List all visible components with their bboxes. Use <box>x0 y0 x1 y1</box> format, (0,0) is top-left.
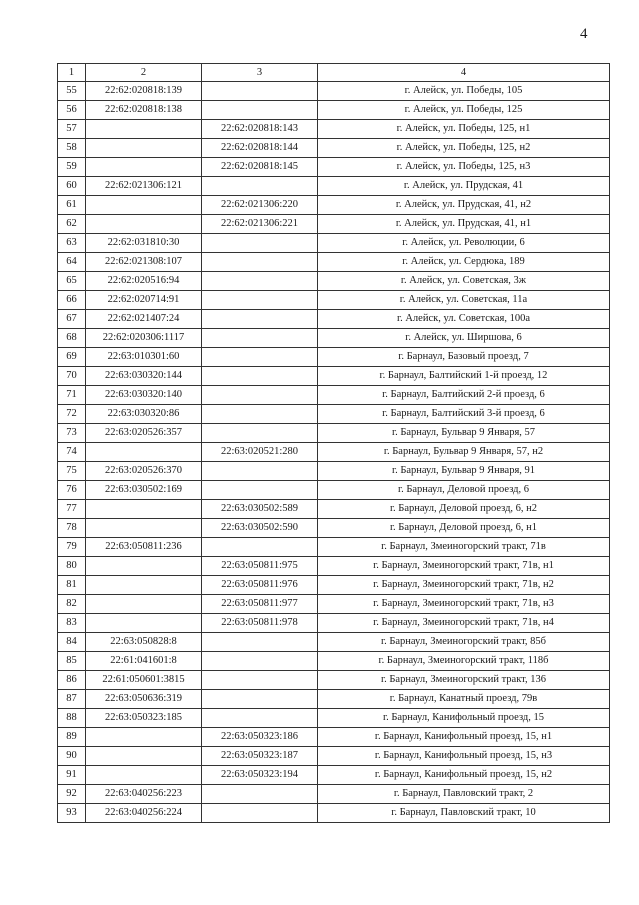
table-row <box>58 633 610 652</box>
premises-number-cell: 22:63:050811:976 <box>202 576 318 595</box>
cadastral-number-cell: 22:62:021308:107 <box>86 253 202 272</box>
table-row <box>58 253 610 272</box>
address-cell: г. Алейск, ул. Прудская, 41, н2 <box>318 196 610 215</box>
cadastral-number-cell: 22:62:020306:1117 <box>86 329 202 348</box>
row-number-cell: 79 <box>58 538 86 557</box>
column-header-address: 4 <box>318 64 610 82</box>
table-row <box>58 120 610 139</box>
premises-number-cell <box>202 101 318 120</box>
address-cell: г. Барнаул, Балтийский 1-й проезд, 12 <box>318 367 610 386</box>
premises-number-cell <box>202 652 318 671</box>
table-row <box>58 139 610 158</box>
table-row <box>58 177 610 196</box>
cadastral-number-cell <box>86 519 202 538</box>
row-number-cell: 93 <box>58 804 86 823</box>
table-header-row <box>58 64 610 82</box>
premises-number-cell: 22:63:050323:194 <box>202 766 318 785</box>
row-number-cell: 90 <box>58 747 86 766</box>
address-cell: г. Барнаул, Бульвар 9 Января, 57, н2 <box>318 443 610 462</box>
table-body <box>58 82 610 823</box>
address-cell: г. Барнаул, Канифольный проезд, 15, н1 <box>318 728 610 747</box>
page-number: 4 <box>580 26 588 42</box>
cadastral-number-cell: 22:63:030320:86 <box>86 405 202 424</box>
table-row <box>58 367 610 386</box>
cadastral-number-cell: 22:63:020526:357 <box>86 424 202 443</box>
table-row <box>58 481 610 500</box>
address-cell: г. Алейск, ул. Советская, 100а <box>318 310 610 329</box>
address-cell: г. Барнаул, Канифольный проезд, 15, н3 <box>318 747 610 766</box>
cadastral-number-cell: 22:62:020818:138 <box>86 101 202 120</box>
cadastral-number-cell <box>86 139 202 158</box>
table-row <box>58 272 610 291</box>
row-number-cell: 81 <box>58 576 86 595</box>
table-row <box>58 196 610 215</box>
address-cell: г. Алейск, ул. Революции, 6 <box>318 234 610 253</box>
row-number-cell: 82 <box>58 595 86 614</box>
premises-number-cell <box>202 538 318 557</box>
premises-number-cell: 22:63:050811:977 <box>202 595 318 614</box>
premises-number-cell <box>202 234 318 253</box>
premises-number-cell: 22:63:050811:975 <box>202 557 318 576</box>
premises-number-cell <box>202 690 318 709</box>
row-number-cell: 77 <box>58 500 86 519</box>
cadastral-number-cell: 22:62:031810:30 <box>86 234 202 253</box>
premises-number-cell: 22:63:020521:280 <box>202 443 318 462</box>
premises-number-cell <box>202 348 318 367</box>
property-registry-table <box>57 63 610 823</box>
cadastral-number-cell: 22:61:050601:3815 <box>86 671 202 690</box>
cadastral-number-cell <box>86 500 202 519</box>
cadastral-number-cell: 22:63:040256:223 <box>86 785 202 804</box>
table-row <box>58 804 610 823</box>
cadastral-number-cell: 22:63:050323:185 <box>86 709 202 728</box>
table-row <box>58 671 610 690</box>
row-number-cell: 61 <box>58 196 86 215</box>
address-cell: г. Барнаул, Змеиногорский тракт, 118б <box>318 652 610 671</box>
cadastral-number-cell <box>86 215 202 234</box>
table-row <box>58 538 610 557</box>
cadastral-number-cell: 22:62:020714:91 <box>86 291 202 310</box>
table-row <box>58 424 610 443</box>
premises-number-cell <box>202 709 318 728</box>
cadastral-number-cell: 22:62:021407:24 <box>86 310 202 329</box>
address-cell: г. Барнаул, Деловой проезд, 6 <box>318 481 610 500</box>
cadastral-number-cell: 22:62:020516:94 <box>86 272 202 291</box>
row-number-cell: 60 <box>58 177 86 196</box>
row-number-cell: 88 <box>58 709 86 728</box>
table-row <box>58 652 610 671</box>
address-cell: г. Барнаул, Змеиногорский тракт, 71в <box>318 538 610 557</box>
address-cell: г. Барнаул, Змеиногорский тракт, 71в, н2 <box>318 576 610 595</box>
table-row <box>58 785 610 804</box>
address-cell: г. Барнаул, Деловой проезд, 6, н2 <box>318 500 610 519</box>
address-cell: г. Барнаул, Бульвар 9 Января, 57 <box>318 424 610 443</box>
row-number-cell: 62 <box>58 215 86 234</box>
table-row <box>58 557 610 576</box>
premises-number-cell <box>202 481 318 500</box>
table-row <box>58 310 610 329</box>
address-cell: г. Барнаул, Базовый проезд, 7 <box>318 348 610 367</box>
address-cell: г. Барнаул, Канифольный проезд, 15 <box>318 709 610 728</box>
premises-number-cell <box>202 82 318 101</box>
cadastral-number-cell <box>86 557 202 576</box>
address-cell: г. Алейск, ул. Советская, 3ж <box>318 272 610 291</box>
premises-number-cell <box>202 785 318 804</box>
row-number-cell: 68 <box>58 329 86 348</box>
address-cell: г. Алейск, ул. Победы, 125 <box>318 101 610 120</box>
row-number-cell: 85 <box>58 652 86 671</box>
table-row <box>58 215 610 234</box>
table-row <box>58 747 610 766</box>
row-number-cell: 72 <box>58 405 86 424</box>
table-row <box>58 329 610 348</box>
table-row <box>58 158 610 177</box>
row-number-cell: 56 <box>58 101 86 120</box>
address-cell: г. Барнаул, Балтийский 2-й проезд, 6 <box>318 386 610 405</box>
premises-number-cell <box>202 177 318 196</box>
row-number-cell: 86 <box>58 671 86 690</box>
table-row <box>58 709 610 728</box>
address-cell: г. Барнаул, Змеиногорский тракт, 71в, н1 <box>318 557 610 576</box>
premises-number-cell <box>202 804 318 823</box>
address-cell: г. Барнаул, Змеиногорский тракт, 71в, н4 <box>318 614 610 633</box>
address-cell: г. Алейск, ул. Советская, 11а <box>318 291 610 310</box>
cadastral-number-cell: 22:63:020526:370 <box>86 462 202 481</box>
address-cell: г. Барнаул, Павловский тракт, 10 <box>318 804 610 823</box>
address-cell: г. Алейск, ул. Победы, 105 <box>318 82 610 101</box>
address-cell: г. Алейск, ул. Победы, 125, н3 <box>318 158 610 177</box>
cadastral-number-cell: 22:63:040256:224 <box>86 804 202 823</box>
cadastral-number-cell: 22:63:010301:60 <box>86 348 202 367</box>
cadastral-number-cell <box>86 728 202 747</box>
premises-number-cell: 22:63:030502:590 <box>202 519 318 538</box>
table-row <box>58 690 610 709</box>
table-row <box>58 386 610 405</box>
premises-number-cell <box>202 386 318 405</box>
row-number-cell: 78 <box>58 519 86 538</box>
premises-number-cell <box>202 272 318 291</box>
cadastral-number-cell: 22:62:021306:121 <box>86 177 202 196</box>
row-number-cell: 63 <box>58 234 86 253</box>
cadastral-number-cell: 22:63:050811:236 <box>86 538 202 557</box>
row-number-cell: 76 <box>58 481 86 500</box>
row-number-cell: 84 <box>58 633 86 652</box>
premises-number-cell <box>202 310 318 329</box>
address-cell: г. Барнаул, Змеиногорский тракт, 85б <box>318 633 610 652</box>
premises-number-cell: 22:63:050811:978 <box>202 614 318 633</box>
table-row <box>58 500 610 519</box>
cadastral-number-cell <box>86 614 202 633</box>
cadastral-number-cell <box>86 158 202 177</box>
premises-number-cell <box>202 633 318 652</box>
table-row <box>58 443 610 462</box>
address-cell: г. Алейск, ул. Прудская, 41 <box>318 177 610 196</box>
row-number-cell: 89 <box>58 728 86 747</box>
premises-number-cell <box>202 367 318 386</box>
table-row <box>58 101 610 120</box>
address-cell: г. Барнаул, Змеиногорский тракт, 136 <box>318 671 610 690</box>
address-cell: г. Алейск, ул. Сердюка, 189 <box>318 253 610 272</box>
row-number-cell: 57 <box>58 120 86 139</box>
row-number-cell: 71 <box>58 386 86 405</box>
premises-number-cell <box>202 462 318 481</box>
cadastral-number-cell: 22:63:050636:319 <box>86 690 202 709</box>
cadastral-number-cell <box>86 766 202 785</box>
cadastral-number-cell: 22:63:030320:140 <box>86 386 202 405</box>
premises-number-cell <box>202 424 318 443</box>
premises-number-cell <box>202 405 318 424</box>
column-header-premises-number: 3 <box>202 64 318 82</box>
table-row <box>58 614 610 633</box>
address-cell: г. Барнаул, Змеиногорский тракт, 71в, н3 <box>318 595 610 614</box>
table-row <box>58 728 610 747</box>
cadastral-number-cell: 22:63:050828:8 <box>86 633 202 652</box>
table-row <box>58 595 610 614</box>
address-cell: г. Алейск, ул. Победы, 125, н1 <box>318 120 610 139</box>
row-number-cell: 80 <box>58 557 86 576</box>
premises-number-cell <box>202 291 318 310</box>
address-cell: г. Барнаул, Канатный проезд, 79в <box>318 690 610 709</box>
row-number-cell: 70 <box>58 367 86 386</box>
table-row <box>58 234 610 253</box>
row-number-cell: 67 <box>58 310 86 329</box>
cadastral-number-cell <box>86 576 202 595</box>
row-number-cell: 92 <box>58 785 86 804</box>
address-cell: г. Алейск, ул. Ширшова, 6 <box>318 329 610 348</box>
row-number-cell: 64 <box>58 253 86 272</box>
table-row <box>58 576 610 595</box>
row-number-cell: 87 <box>58 690 86 709</box>
table-row <box>58 82 610 101</box>
cadastral-number-cell <box>86 747 202 766</box>
premises-number-cell: 22:62:020818:144 <box>202 139 318 158</box>
address-cell: г. Барнаул, Деловой проезд, 6, н1 <box>318 519 610 538</box>
address-cell: г. Алейск, ул. Победы, 125, н2 <box>318 139 610 158</box>
address-cell: г. Барнаул, Павловский тракт, 2 <box>318 785 610 804</box>
row-number-cell: 73 <box>58 424 86 443</box>
row-number-cell: 55 <box>58 82 86 101</box>
address-cell: г. Барнаул, Балтийский 3-й проезд, 6 <box>318 405 610 424</box>
address-cell: г. Алейск, ул. Прудская, 41, н1 <box>318 215 610 234</box>
column-header-cadastral-number: 2 <box>86 64 202 82</box>
premises-number-cell <box>202 671 318 690</box>
table-row <box>58 766 610 785</box>
premises-number-cell <box>202 253 318 272</box>
premises-number-cell: 22:63:050323:186 <box>202 728 318 747</box>
cadastral-number-cell <box>86 443 202 462</box>
row-number-cell: 65 <box>58 272 86 291</box>
table-row <box>58 348 610 367</box>
premises-number-cell: 22:63:050323:187 <box>202 747 318 766</box>
cadastral-number-cell: 22:61:041601:8 <box>86 652 202 671</box>
address-cell: г. Барнаул, Бульвар 9 Января, 91 <box>318 462 610 481</box>
row-number-cell: 75 <box>58 462 86 481</box>
row-number-cell: 91 <box>58 766 86 785</box>
premises-number-cell: 22:62:020818:143 <box>202 120 318 139</box>
cadastral-number-cell: 22:62:020818:139 <box>86 82 202 101</box>
column-header-number: 1 <box>58 64 86 82</box>
premises-number-cell: 22:62:021306:220 <box>202 196 318 215</box>
premises-number-cell <box>202 329 318 348</box>
row-number-cell: 83 <box>58 614 86 633</box>
cadastral-number-cell <box>86 120 202 139</box>
row-number-cell: 74 <box>58 443 86 462</box>
cadastral-number-cell: 22:63:030502:169 <box>86 481 202 500</box>
table-row <box>58 462 610 481</box>
row-number-cell: 66 <box>58 291 86 310</box>
address-cell: г. Барнаул, Канифольный проезд, 15, н2 <box>318 766 610 785</box>
row-number-cell: 58 <box>58 139 86 158</box>
row-number-cell: 59 <box>58 158 86 177</box>
table-row <box>58 519 610 538</box>
premises-number-cell: 22:63:030502:589 <box>202 500 318 519</box>
cadastral-number-cell <box>86 595 202 614</box>
table-row <box>58 291 610 310</box>
cadastral-number-cell: 22:63:030320:144 <box>86 367 202 386</box>
row-number-cell: 69 <box>58 348 86 367</box>
premises-number-cell: 22:62:020818:145 <box>202 158 318 177</box>
cadastral-number-cell <box>86 196 202 215</box>
premises-number-cell: 22:62:021306:221 <box>202 215 318 234</box>
table-row <box>58 405 610 424</box>
